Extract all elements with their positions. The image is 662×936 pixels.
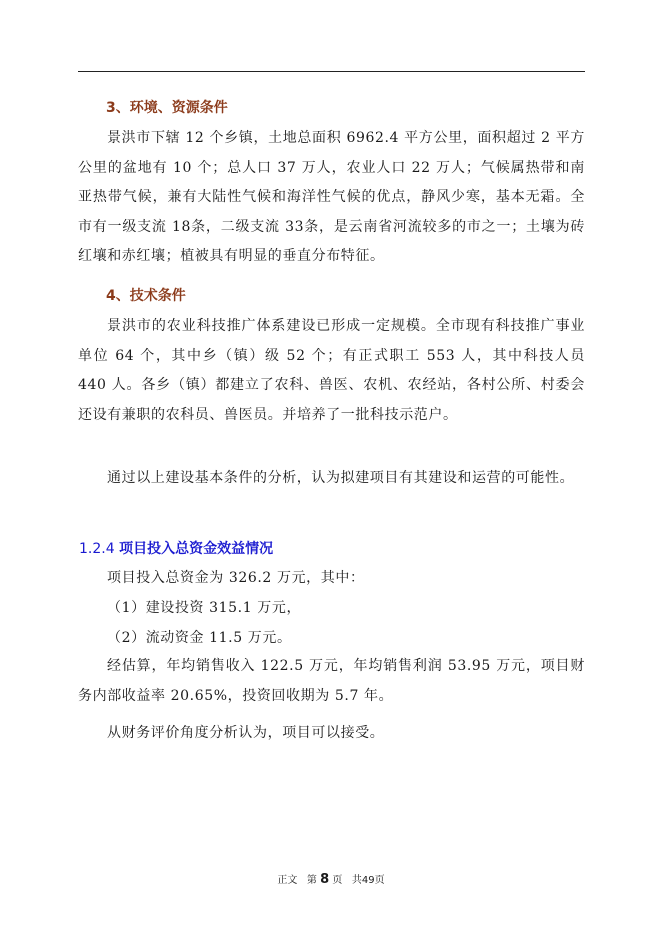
working-capital-line: （2）流动资金 11.5 万元。 [107,630,292,646]
header-rule [78,71,585,72]
conclusion-paragraph: 通过以上建设基本条件的分析，认为拟建项目有其建设和运营的可能性。 [107,470,575,486]
footer-label: 正文 [277,875,298,886]
finance-paragraph: 经估算，年均销售收入 122.5 万元，年均销售利润 53.95 万元，项目财务内部收益率 20.65%，投资回收期为 5.7 年。 [78,658,585,704]
footer-page-number: 8 [320,872,330,887]
conclusion-block [78,464,585,494]
footer-page-suffix: 页 [332,875,343,886]
section-124-heading [79,538,273,558]
section-3-body [78,124,585,272]
page-footer [0,871,662,887]
section-4-paragraph: 景洪市的农业科技推广体系建设已形成一定规模。全市现有科技推广事业单位 64 个，其中乡（镇）级 52 个；有正式职工 553 人，其中科技人员 440 人。各乡（镇）都建立了农科、兽医、农机、农经站，各村公所、村委会还设有兼职的农科员、兽医员。并培养了一批科技示范户。 [78,318,585,423]
section-124-number: 1.2.4 [79,541,115,557]
final-assessment-line: 从财务评价角度分析认为，项目可以接受。 [107,725,385,741]
construction-investment-line: （1）建设投资 315.1 万元， [107,600,302,616]
footer-page-prefix: 第 [306,875,317,886]
investment-total-line: 项目投入总资金为 326.2 万元，其中： [107,570,365,586]
footer-total-pages: 共49页 [351,875,385,886]
section-3-paragraph: 景洪市下辖 12 个乡镇，土地总面积 6962.4 平方公里，面积超过 2 平方公里的盆地有 10 个；总人口 37 万人，农业人口 22 万人；气候属热带和南亚热带气候，兼有大陆性气候和海洋性气候的优点，静风少寒，基本无霜。全市有一级支流 18条，二级支流 33条，是云南省河流较多的市之一；土壤为砖红壤和赤红壤；植被具有明显的垂直分布特征。 [78,130,585,264]
section-4-body [78,312,585,430]
section-3-heading: 3、环境、资源条件 [106,100,228,116]
section-124-title: 项目投入总资金效益情况 [119,541,274,557]
section-4-heading: 4、技术条件 [106,288,186,304]
finance-block [78,652,585,711]
